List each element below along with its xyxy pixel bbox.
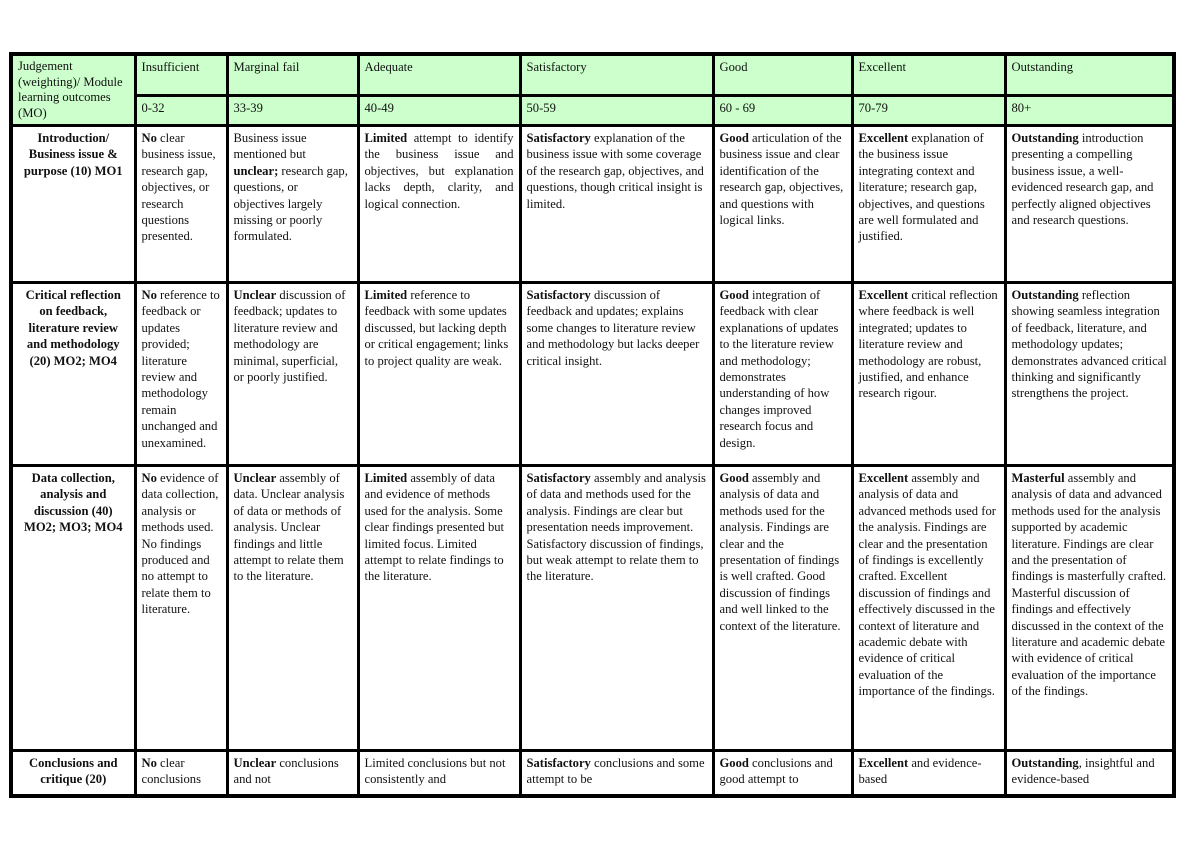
descriptor-text: explanation of the business issue integrating context and literature; research gap, objectives, and questions are well formulated and justified.: [858, 131, 985, 244]
rubric-cell: [227, 466, 358, 751]
criterion-row-introduction: [11, 126, 1174, 283]
descriptor-text: and evidence-based: [858, 756, 982, 787]
level-label-adequate: Adequate: [358, 54, 520, 95]
descriptor-text: reference to feedback with some updates discussed, but lacking depth or critical engagement; links to project quality are weak.: [364, 288, 509, 368]
level-range-insufficient: 0-32: [135, 95, 227, 125]
rubric-cell: [520, 466, 713, 751]
level-keyword: unclear;: [233, 163, 279, 178]
level-keyword: Satisfactory: [526, 471, 591, 485]
rubric-cell: [1005, 283, 1174, 466]
level-keyword: Good: [719, 471, 749, 485]
descriptor-text: articulation of the business issue and clear identification of the research gap, objectives, and questions with logical links.: [719, 131, 844, 228]
rubric-cell: [227, 751, 358, 797]
level-keyword: Good: [719, 756, 749, 770]
level-keyword: Unclear: [233, 288, 277, 302]
rubric-cell: [852, 466, 1005, 751]
level-label-marginal-fail: Marginal fail: [227, 54, 358, 95]
rubric-cell: [135, 283, 227, 466]
level-keyword: Limited: [364, 288, 408, 302]
level-keyword: Outstanding: [1011, 288, 1079, 302]
level-range-good: 60 - 69: [713, 95, 852, 125]
descriptor-text: conclusions and not: [233, 756, 339, 787]
descriptor-text: reference to feedback or updates provided; literature review and methodology remain unchanged and unexamined.: [141, 288, 220, 450]
descriptor-text: Business issue mentioned but: [233, 131, 307, 162]
rubric-cell: [713, 283, 852, 466]
criterion-row-conclusions: [11, 751, 1174, 797]
descriptor-text: critical reflection where feedback is well integrated; updates to literature review and methodology are robust, justified, and enhance research rigour.: [858, 288, 998, 401]
rubric-cell: [358, 751, 520, 797]
level-keyword: Excellent: [858, 288, 909, 302]
rubric-cell: [713, 126, 852, 283]
level-keyword: Satisfactory: [526, 288, 591, 302]
descriptor-text: discussion of feedback; updates to literature review and methodology are minimal, superficial, or poorly justified.: [233, 288, 346, 385]
criterion-label: Data collection, analysis and discussion (40) MO2; MO3; MO4: [11, 466, 135, 751]
rubric-cell: [713, 466, 852, 751]
descriptor-text: attempt to identify the business issue and objectives, but explanation lacks depth, clarity, and logical connection.: [364, 131, 514, 211]
level-label-insufficient: Insufficient: [135, 54, 227, 95]
descriptor-text: assembly and analysis of data and advanced methods used for the analysis. Findings are clear and the presentation of findings is excellently crafted. Excellent discussion of findings and effectively discussed in the context of literature and academic debate with evidence of critical evaluation of the importance of the findings.: [858, 471, 996, 699]
rubric-cell: [852, 283, 1005, 466]
criterion-row-critical-reflection: [11, 283, 1174, 466]
level-label-good: Good: [713, 54, 852, 95]
level-range-marginal-fail: 33-39: [227, 95, 358, 125]
descriptor-text: research gap, questions, or objectives largely missing or poorly formulated.: [233, 163, 348, 244]
rubric-cell: [520, 283, 713, 466]
descriptor-text: assembly of data and evidence of methods used for the analysis. Some clear findings presented but limited focus. Limited attempt to relate findings to the literature.: [364, 471, 505, 584]
rubric-cell: [1005, 126, 1174, 283]
level-keyword: Excellent: [858, 756, 909, 770]
criterion-label: Introduction/ Business issue & purpose (10) MO1: [11, 126, 135, 283]
rubric-cell: [1005, 466, 1174, 751]
rubric-cell: [1005, 751, 1174, 797]
level-keyword: Outstanding: [1011, 756, 1079, 770]
level-keyword: Limited: [364, 471, 408, 485]
rubric-cell: [852, 126, 1005, 283]
rubric-cell: [520, 126, 713, 283]
descriptor-text: conclusions and good attempt to: [719, 756, 833, 787]
level-range-adequate: 40-49: [358, 95, 520, 125]
level-range-outstanding: 80+: [1005, 95, 1174, 125]
level-keyword: Good: [719, 288, 749, 302]
level-keyword: No: [141, 131, 157, 145]
level-range-excellent: 70-79: [852, 95, 1005, 125]
rubric-cell: [358, 283, 520, 466]
level-keyword: Masterful: [1011, 471, 1065, 485]
descriptor-text: assembly of data. Unclear analysis of data or methods of analysis. Unclear findings and little attempt to relate them to the literature.: [233, 471, 345, 584]
descriptor-text: clear conclusions: [141, 756, 201, 787]
marking-rubric-table: [9, 52, 1176, 798]
level-keyword: Limited: [364, 131, 408, 145]
descriptor-text: evidence of data collection, analysis or methods used. No findings produced and no attempt to relate them to literature.: [141, 471, 219, 617]
descriptor-text: clear business issue, research gap, objectives, or research questions presented.: [141, 131, 216, 244]
header-row-ranges: [11, 95, 1174, 125]
level-keyword: Excellent: [858, 131, 909, 145]
level-label-excellent: Excellent: [852, 54, 1005, 95]
rubric-cell: [358, 466, 520, 751]
descriptor-text: assembly and analysis of data and methods used for the analysis. Findings are clear and the presentation of findings is well crafted. Good discussion of findings and well linked to the context of the literature.: [719, 471, 841, 633]
criterion-row-data-collection: [11, 466, 1174, 751]
rubric-cell: [135, 466, 227, 751]
criterion-label: Conclusions and critique (20): [11, 751, 135, 797]
level-keyword: Good: [719, 131, 749, 145]
level-keyword: Unclear: [233, 756, 277, 770]
descriptor-text: introduction presenting a compelling business issue, a well-evidenced research gap, and perfectly aligned objectives and research questions.: [1011, 131, 1154, 228]
descriptor-text: reflection showing seamless integration of feedback, literature, and methodology updates; demonstrates advanced critical thinking and significantly strengthens the project.: [1011, 288, 1167, 401]
level-label-satisfactory: Satisfactory: [520, 54, 713, 95]
descriptor-text: integration of feedback with clear explanations of updates to the literature review and methodology; demonstrates understanding of how changes improved research focus and design.: [719, 288, 839, 450]
descriptor-text: assembly and analysis of data and advanced methods used for the analysis supported by academic literature. Findings are clear and the presentation of findings is masterfully crafted. Masterful discussion of findings and effectively discussed in the context of the literature and academic debate with evidence of critical evaluation of the importance of the findings.: [1011, 471, 1167, 699]
level-label-outstanding: Outstanding: [1005, 54, 1174, 95]
rubric-cell: [227, 283, 358, 466]
level-keyword: Excellent: [858, 471, 909, 485]
descriptor-text: Limited conclusions but not consistently and: [364, 756, 506, 787]
descriptor-text: assembly and analysis of data and methods used for the analysis. Findings are clear but presentation needs improvement. Satisfactory discussion of findings, but weak attempt to relate them to the literature.: [526, 471, 706, 584]
rubric-cell: [135, 751, 227, 797]
criterion-label: Critical reflection on feedback, literature review and methodology (20) MO2; MO4: [11, 283, 135, 466]
rubric-cell: [227, 126, 358, 283]
level-keyword: Outstanding: [1011, 131, 1079, 145]
level-keyword: Satisfactory: [526, 131, 591, 145]
level-range-satisfactory: 50-59: [520, 95, 713, 125]
descriptor-text: explanation of the business issue with some coverage of the research gap, objectives, and questions, though critical insight is limited.: [526, 131, 704, 211]
level-keyword: Unclear: [233, 471, 277, 485]
judgement-header-cell: Judgement (weighting)/ Module learning outcomes (MO): [11, 54, 135, 126]
rubric-cell: [358, 126, 520, 283]
descriptor-text: discussion of feedback and updates; explains some changes to literature review and methodology but lacks deeper critical insight.: [526, 288, 700, 368]
header-row-levels: [11, 54, 1174, 95]
rubric-cell: [135, 126, 227, 283]
level-keyword: No: [141, 471, 157, 485]
descriptor-text: , insightful and evidence-based: [1011, 756, 1155, 787]
level-keyword: No: [141, 288, 157, 302]
rubric-cell: [713, 751, 852, 797]
rubric-cell: [520, 751, 713, 797]
descriptor-text: conclusions and some attempt to be: [526, 756, 705, 787]
level-keyword: Satisfactory: [526, 756, 591, 770]
level-keyword: No: [141, 756, 157, 770]
rubric-cell: [852, 751, 1005, 797]
